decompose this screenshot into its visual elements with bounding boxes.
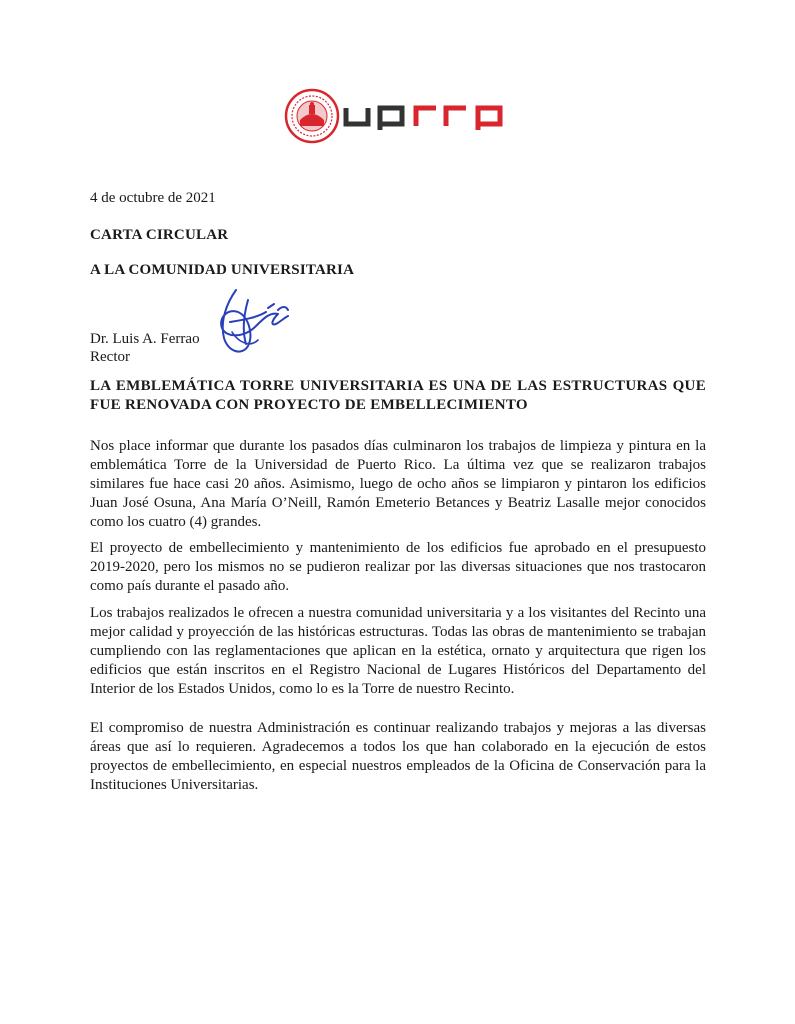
university-seal-icon xyxy=(286,90,338,142)
letter-date: 4 de octubre de 2021 xyxy=(90,190,216,206)
body-paragraph-3: Los trabajos realizados le ofrecen a nuestra comunidad universitaria y a los visitantes del Recinto una mejor calidad y proyección de las históricas estructuras. Todas las obras de mantenimiento se trabajan cumpliendo con las reglamentaciones que aplican en la estética, ornato y arquitectura que rigen los edificios que están inscritos en el Registro Nacional de Lugares Históricos del Departamento del Interior de los Estados Unidos, como lo es la Torre de nuestro Recinto. xyxy=(90,605,706,697)
audience-line: A LA COMUNIDAD UNIVERSITARIA xyxy=(90,262,355,278)
body-paragraph-4: El compromiso de nuestra Administración es continuar realizando trabajos y mejoras a las diversas áreas que así lo requieren. Agradecemos a todos los que han colaborado en la ejecución de estos proyectos de embellecimiento, en especial nuestros empleados de la Oficina de Conservación para la Instituciones Universitarias. xyxy=(90,720,706,793)
signer-name: Dr. Luis A. Ferrao xyxy=(90,331,200,347)
uprrp-wordmark xyxy=(346,108,500,130)
handwritten-signature xyxy=(208,282,300,364)
signer-title: Rector xyxy=(90,349,130,365)
document-type: CARTA CIRCULAR xyxy=(90,227,229,243)
body-paragraph-1: Nos place informar que durante los pasados días culminaron los trabajos de limpieza y pintura en la emblemática Torre de la Universidad de Puerto Rico. La última vez que se realizaron trabajos similares fue hace casi 20 años. Asimismo, luego de ocho años se limpiaron y pintaron los edificios Juan José Osuna, Ana María O’Neill, Ramón Emeterio Betances y Beatriz Lasalle mejor conocidos como los cuatro (4) grandes. xyxy=(90,438,706,530)
body-paragraph-2: El proyecto de embellecimiento y mantenimiento de los edificios fue aprobado en el presupuesto 2019-2020, pero los mismos no se pudieron realizar por las diversas situaciones que nos trastocaron como país durante el pasado año. xyxy=(90,540,706,594)
signer-block xyxy=(90,330,200,366)
uprrp-logo xyxy=(284,88,514,144)
headline: LA EMBLEMÁTICA TORRE UNIVERSITARIA ES UNA DE LAS ESTRUCTURAS QUE FUE RENOVADA CON PROYECTO DE EMBELLECIMIENTO xyxy=(90,378,706,413)
